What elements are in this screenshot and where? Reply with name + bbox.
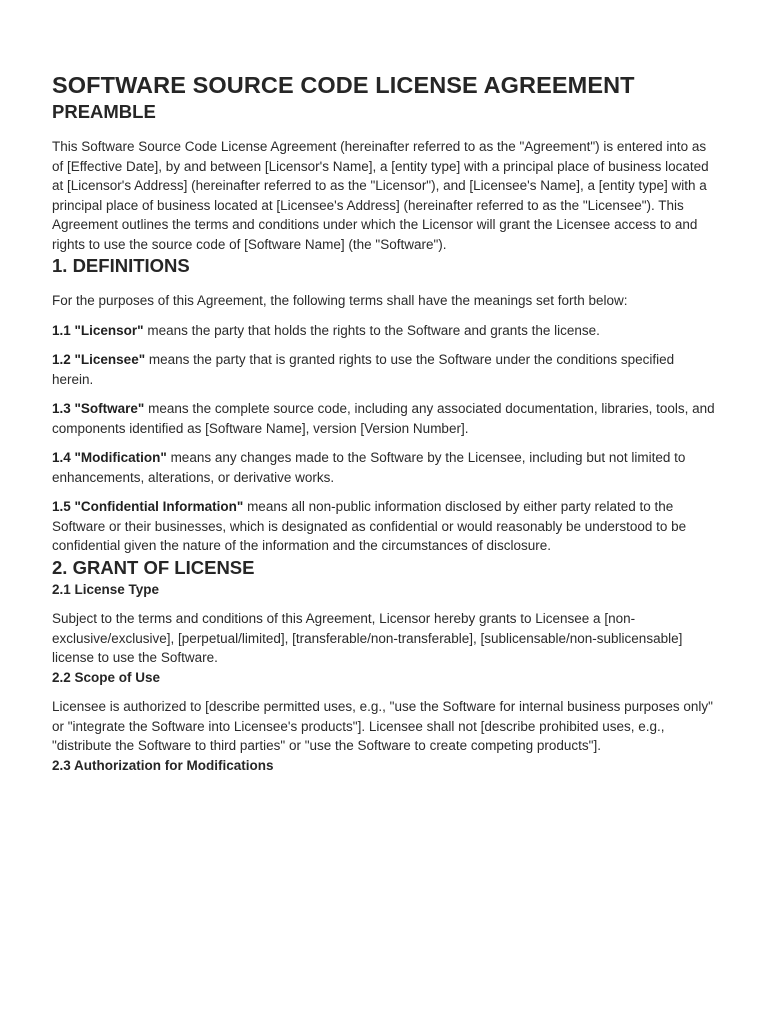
definition-text: means the party that holds the rights to the Software and grants the license. bbox=[143, 322, 600, 338]
definition-term: 1.5 "Confidential Information" bbox=[52, 499, 244, 514]
definition-term: 1.4 "Modification" bbox=[52, 450, 167, 465]
grant-heading: 2. GRANT OF LICENSE bbox=[52, 556, 255, 578]
definitions-heading: 1. DEFINITIONS bbox=[52, 255, 190, 276]
definition-text: means the party that is granted rights to use the Software under the conditions specified herein. bbox=[52, 352, 675, 387]
preamble-heading: PREAMBLE bbox=[52, 101, 156, 122]
definition-term: 1.1 "Licensor" bbox=[52, 322, 144, 338]
definition-text: means any changes made to the Software by the Licensee, including but not limited to enhancements, alterations, or derivative works. bbox=[52, 450, 686, 485]
document-title: SOFTWARE SOURCE CODE LICENSE AGREEMENT bbox=[52, 72, 635, 98]
license-type-heading: 2.1 License Type bbox=[52, 581, 160, 597]
definition-text: means all non-public information disclosed by either party related to the Software or their businesses, which is designated as confidential or would reasonably be understood to be confidential given the nature of the information and the circumstances of disclosure. bbox=[52, 499, 687, 553]
definition-licensee bbox=[52, 350, 718, 389]
definition-confidential-information bbox=[52, 497, 718, 556]
definition-software bbox=[52, 399, 718, 438]
definition-term: 1.2 "Licensee" bbox=[52, 352, 146, 367]
license-type-text: Subject to the terms and conditions of this Agreement, Licensor hereby grants to Licensee a [non-exclusive/exclusive], [perpetual/limited], [transferable/non-transferable], [sublicensable/non-sublicensable] license to use the Software. bbox=[52, 611, 683, 665]
scope-of-use-text: Licensee is authorized to [describe permitted uses, e.g., "use the Software for internal business purposes only" or "integrate the Software into Licensee's products"]. Licensee shall not [describe prohibited uses, e.g., "distribute the Software to third parties" or "use the Software to create competing products"]. bbox=[52, 699, 713, 753]
definition-term: 1.3 "Software" bbox=[52, 401, 145, 416]
definition-text: means the complete source code, including any associated documentation, libraries, tools, and components identified as [Software Name], version [Version Number]. bbox=[52, 401, 715, 436]
scope-of-use-heading: 2.2 Scope of Use bbox=[52, 669, 161, 685]
preamble-text: This Software Source Code License Agreement (hereinafter referred to as the "Agreement") is entered into as of [Effective Date], by and between [Licensor's Name], a [entity type] with a principal place of business located at [Licensor's Address] (hereinafter referred to as the "Licensor"), and [Licensee's Name], a [entity type] with a principal place of business located at [Licensee's Address] (hereinafter referred to as the "Licensee"). This Agreement outlines the terms and conditions under which the Licensor will grant the Licensee access to and rights to use the source code of [Software Name] (the "Software"). bbox=[52, 139, 709, 252]
definition-licensor bbox=[52, 321, 718, 341]
definitions-intro: For the purposes of this Agreement, the following terms shall have the meanings set forth below: bbox=[52, 293, 628, 308]
authorization-modifications-heading: 2.3 Authorization for Modifications bbox=[52, 757, 274, 773]
definition-modification bbox=[52, 448, 718, 487]
